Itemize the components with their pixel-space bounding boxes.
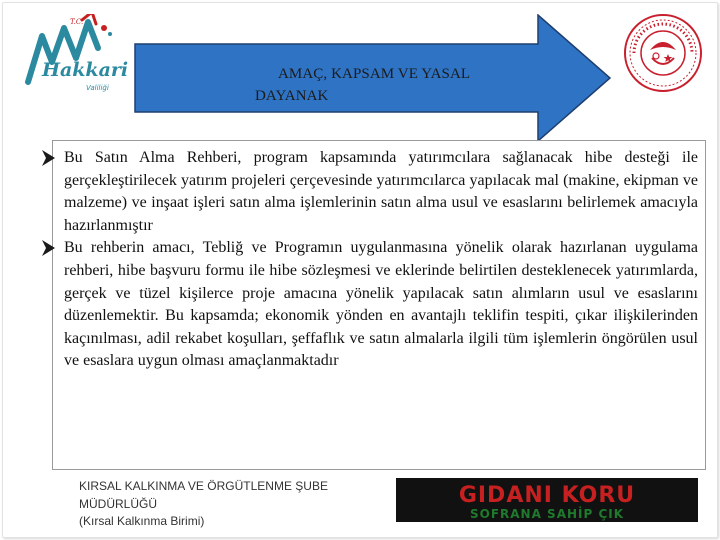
- bullet-text: Bu Satın Alma Rehberi, program kapsamında yatırımcılara sağlanacak hibe desteği ile gerçekleştirilecek yatırım projeleri çerçevesinde yatırımcılarca yapılacak mal (makine, ekipman ve malzeme) ve inşaat işleri satın alma işlemlerinin satın alma usul ve esaslarını belirlemek amacıyla hazırlanmıştır: [64, 149, 698, 234]
- footer-department: [79, 478, 379, 531]
- bullet-text: Bu rehberin amacı, Tebliğ ve Programın uygulanmasına yönelik olarak hazırlanan uygulama rehberi, hibe başvuru formu ile hibe sözleşmesi ve eklerinde belirtilen desteklenecek yatırımlarda, gerçek ve tüzel kişilerce proje amacına yönelik yapılacak satın alımların usul ve esaslarını düzenlemektir. Bu kapsamda; ekonomik yönden en avantajlı teklifin tespiti, çıkar ilişkilerinden kaçınılması, adil rekabet koşulları, şeffaflık ve satın almalarla ilgili tüm işlemlerin öngörülen usul ve esaslara uygun olması amaçlanmaktadır: [64, 239, 698, 370]
- footer-line-2: MÜDÜRLÜĞÜ: [79, 496, 157, 511]
- logo-sub-text: Valiliği: [86, 84, 109, 92]
- gidani-line-1: GIDANI KORU: [458, 483, 636, 508]
- gidani-line-2: SOFRANA SAHİP ÇIK: [469, 507, 625, 521]
- logo-main-text: Hakkari: [42, 59, 129, 81]
- arrow-bullet-icon: [42, 150, 55, 166]
- arrow-bullet-icon: [42, 240, 55, 256]
- list-item: [48, 147, 698, 237]
- gidani-koru-logo: [396, 478, 698, 522]
- ministry-seal-icon: [622, 12, 704, 94]
- title-line-1: AMAÇ, KAPSAM VE YASAL: [278, 66, 471, 82]
- bullet-list: [48, 147, 698, 373]
- footer-line-1: KIRSAL KALKINMA VE ÖRGÜTLENME ŞUBE: [79, 479, 328, 493]
- hakkari-valiligi-logo: [22, 14, 132, 96]
- footer-line-3: (Kırsal Kalkınma Birimi): [79, 514, 205, 528]
- list-item: [48, 237, 698, 373]
- page-title: [236, 63, 546, 107]
- title-line-2: DAYANAK: [255, 88, 329, 104]
- logo-small-text: T.C.: [70, 18, 84, 26]
